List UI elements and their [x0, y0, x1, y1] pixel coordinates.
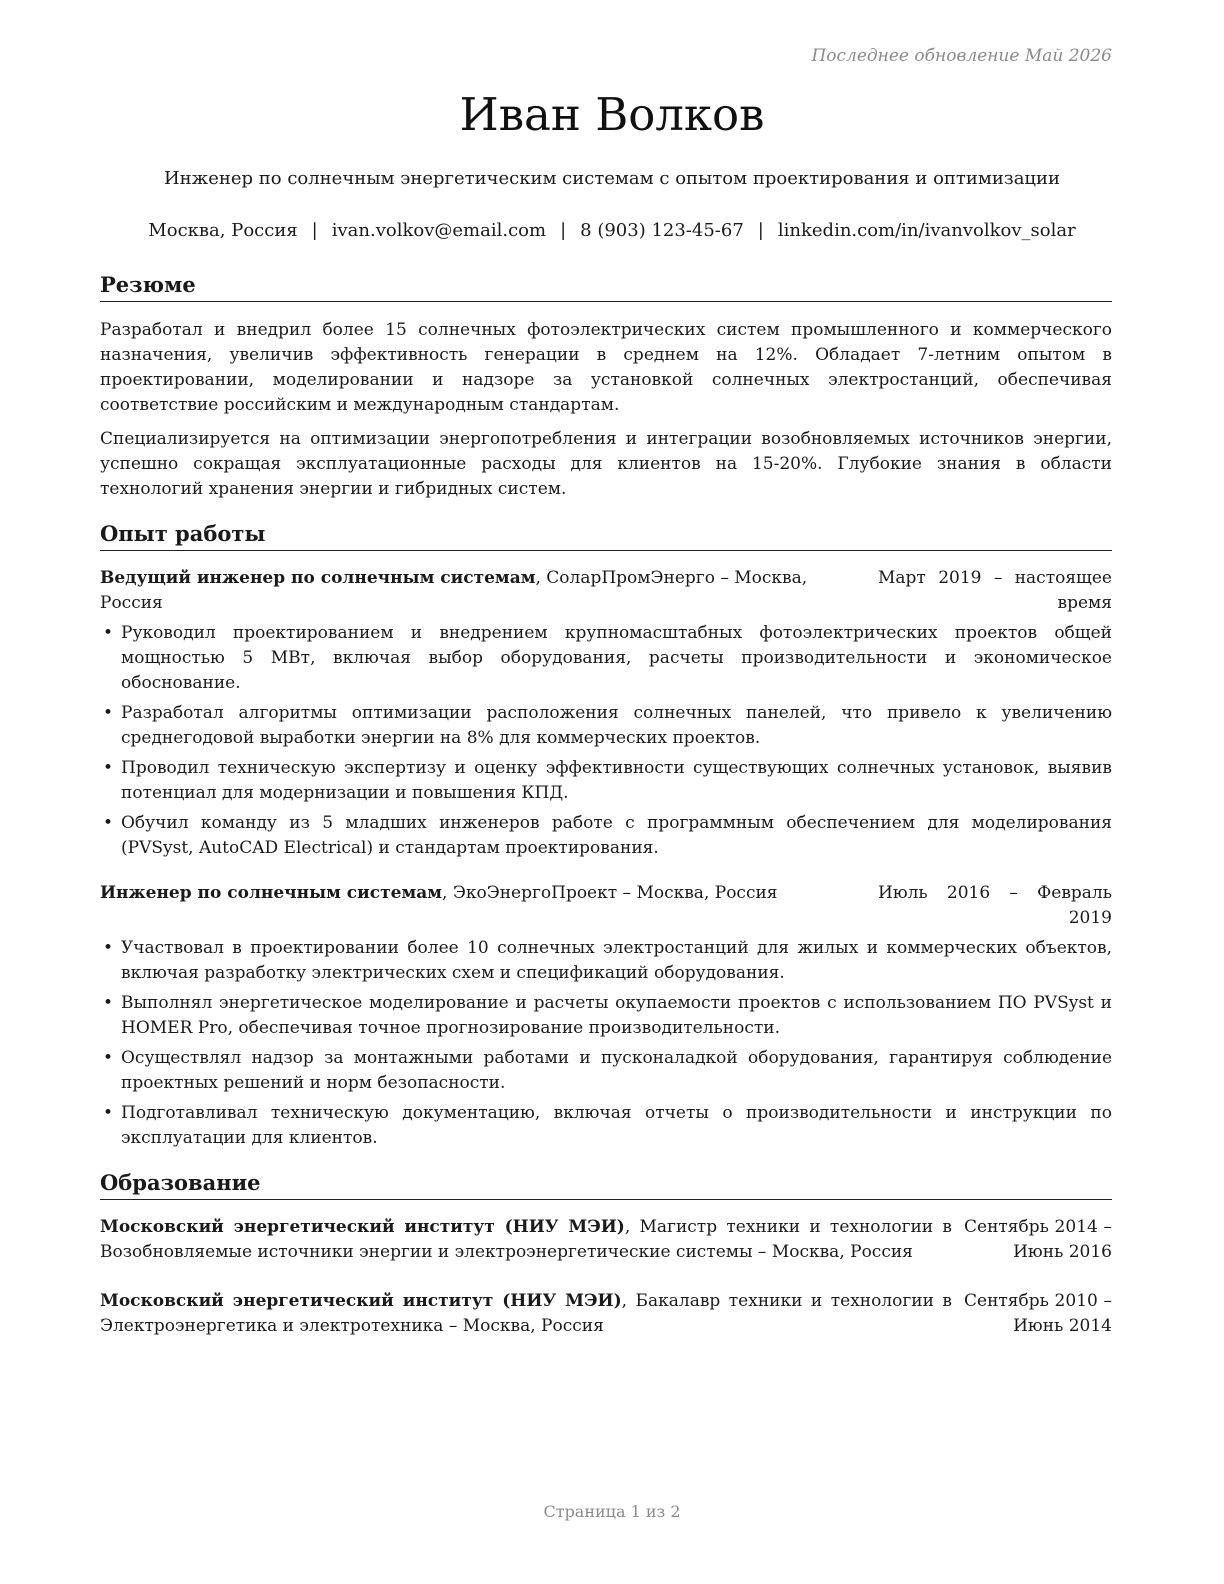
education-description	[100, 1215, 964, 1265]
last-updated: Последнее обновление Май 2026	[811, 46, 1112, 66]
job-bullet: • Осуществлял надзор за монтажными работами и пусконаладкой оборудования, гарантируя соблюдение проектных решений и норм безопасности.	[100, 1046, 1112, 1096]
job-bullet: • Подготавливал техническую документацию, включая отчеты о производительности и инструкции по эксплуатации для клиентов.	[100, 1101, 1112, 1151]
job-bullet: • Руководил проектированием и внедрением крупномасштабных фотоэлектрических проектов общей мощностью 5 МВт, включая выбор оборудования, расчеты производительности и экономическое обоснование.	[100, 621, 1112, 696]
section-title-education: Образование	[100, 1168, 1112, 1200]
job-entry	[100, 566, 1112, 861]
page-number: Страница 1 из 2	[543, 1502, 681, 1521]
job-bullets	[100, 621, 1112, 861]
section-title-summary: Резюме	[100, 270, 1112, 302]
job-bullet: • Проводил техническую экспертизу и оценку эффективности существующих солнечных установок, выявив потенциал для модернизации и повышения КПД.	[100, 756, 1112, 806]
contact-linkedin[interactable]: linkedin.com/in/ivanvolkov_solar	[777, 220, 1076, 241]
job-title-line	[100, 566, 878, 616]
job-header	[100, 881, 1112, 931]
education-dates: Сентябрь 2010 – Июнь 2014	[964, 1291, 1112, 1336]
contact-separator: |	[560, 220, 567, 241]
summary-paragraph: Разработал и внедрил более 15 солнечных фотоэлектрических систем промышленного и коммерческого назначения, увеличив эффективность генерации в среднем на 12%. Обладает 7-летним опытом в проектировании, моделировании и надзоре за установкой солнечных электростанций, обеспечивая соответствие российским и международным стандартам.	[100, 320, 1112, 415]
job-bullet: • Выполнял энергетическое моделирование и расчеты окупаемости проектов с использованием ПО PVSyst и HOMER Pro, обеспечивая точное прогнозирование производительности.	[100, 991, 1112, 1041]
candidate-name: Иван Волков	[459, 88, 765, 141]
job-bullet: • Участвовал в проектировании более 10 солнечных электростанций для жилых и коммерческих объектов, включая разработку электрических схем и спецификаций оборудования.	[100, 936, 1112, 986]
resume-content	[100, 270, 1112, 1339]
experience-section	[100, 519, 1112, 1151]
job-company: , СоларПромЭнерго – Москва, Россия	[100, 568, 808, 613]
job-bullets	[100, 936, 1112, 1151]
education-entry	[100, 1215, 1112, 1265]
education-institution: Московский энергетический институт (НИУ МЭИ)	[100, 1291, 622, 1311]
education-institution: Московский энергетический институт (НИУ МЭИ)	[100, 1217, 625, 1237]
contact-separator: |	[311, 220, 318, 241]
job-bullet: • Обучил команду из 5 младших инженеров работе с программным обеспечением для моделирования (PVSyst, AutoCAD Electrical) и стандартам проектирования.	[100, 811, 1112, 861]
job-dates: Июль 2016 – Февраль 2019	[878, 883, 1112, 928]
summary-section	[100, 270, 1112, 502]
education-description	[100, 1289, 964, 1339]
job-header	[100, 566, 1112, 616]
job-position: Инженер по солнечным системам	[100, 883, 443, 903]
contact-location: Москва, Россия	[148, 220, 298, 241]
summary-paragraph: Специализируется на оптимизации энергопотребления и интеграции возобновляемых источников энергии, успешно сокращая эксплуатационные расходы для клиентов на 15-20%. Глубокие знания в области технологий хранения энергии и гибридных систем.	[100, 429, 1112, 499]
education-details: , Бакалавр техники и технологии в Электроэнергетика и электротехника – Москва, Россия	[100, 1291, 952, 1336]
job-entry	[100, 881, 1112, 1151]
tagline: Инженер по солнечным энергетическим системам с опытом проектирования и оптимизации	[163, 168, 1061, 189]
education-entry	[100, 1289, 1112, 1339]
job-company: , ЭкоЭнергоПроект – Москва, Россия	[442, 883, 778, 903]
job-bullet: • Разработал алгоритмы оптимизации расположения солнечных панелей, что привело к увеличению среднегодовой выработки энергии на 8% для коммерческих проектов.	[100, 701, 1112, 751]
job-title-line	[100, 881, 878, 931]
contact-email[interactable]: ivan.volkov@email.com	[331, 220, 547, 241]
contact-separator: |	[757, 220, 764, 241]
education-details: , Магистр техники и технологии в Возобновляемые источники энергии и электроэнергетические системы – Москва, Россия	[100, 1217, 952, 1262]
section-title-experience: Опыт работы	[100, 519, 1112, 551]
job-position: Ведущий инженер по солнечным системам	[100, 568, 536, 588]
contact-phone: 8 (903) 123-45-67	[580, 220, 744, 241]
contact-line	[0, 220, 1224, 241]
job-dates: Март 2019 – настоящее время	[878, 568, 1112, 613]
education-section	[100, 1168, 1112, 1339]
education-dates: Сентябрь 2014 – Июнь 2016	[964, 1217, 1112, 1262]
